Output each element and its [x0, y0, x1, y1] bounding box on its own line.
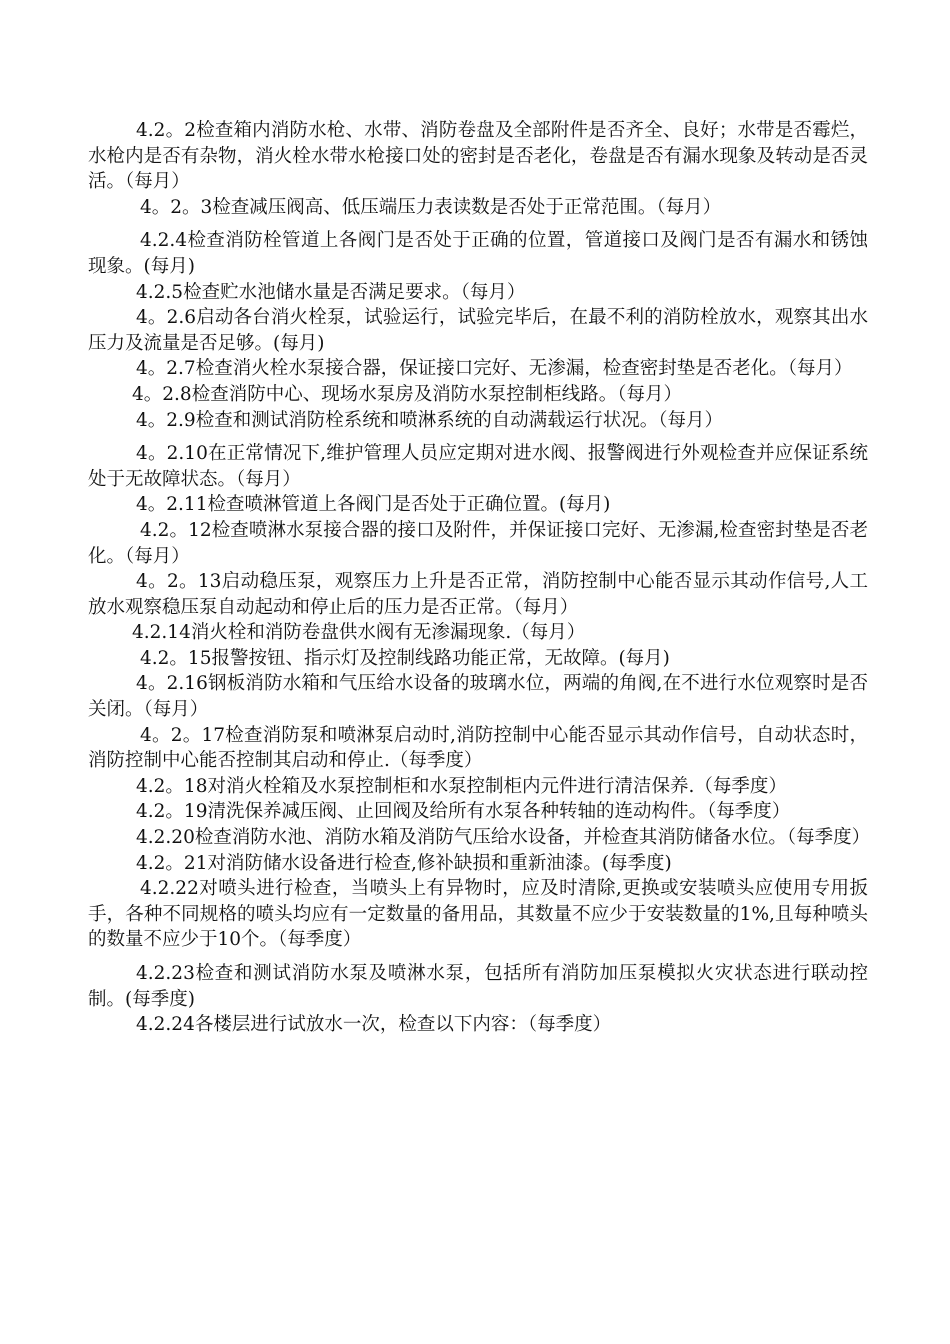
paragraph-4-2-3: 4。2。3检查减压阀高、低压端压力表读数是否处于正常范围。（每月）: [140, 196, 722, 218]
paragraph-4-2-12: 4.2。12检查喷淋水泵接合器的接口及附件，并保证接口完好、无渗漏,检查密封垫是否老化。（每月）: [88, 519, 868, 567]
paragraph-4-2-15: 4.2。15报警按钮、指示灯及控制线路功能正常，无故障。(每月): [140, 647, 670, 669]
paragraph-4-2-11: 4。2.11检查喷淋管道上各阀门是否处于正确位置。(每月): [136, 494, 611, 516]
paragraph-4-2-18: 4.2。18对消火栓箱及水泵控制柜和水泵控制柜内元件进行清洁保养.（每季度）: [136, 775, 787, 797]
paragraph-4-2-2: 4.2。2检查箱内消防水枪、水带、消防卷盘及全部附件是否齐全、良好；水带是否霉烂，水枪内是否有杂物，消火栓水带水枪接口处的密封是否老化，卷盘是否有漏水现象及转动是否灵活。（每月）: [88, 120, 868, 193]
paragraph-4-2-19: 4.2。19清洗保养减压阀、止回阀及给所有水泵各种转轴的连动构件。（每季度）: [136, 801, 791, 823]
document-page: [88, 118, 871, 1038]
paragraph-4-2-8: 4。2.8检查消防中心、现场水泵房及消防水泵控制柜线路。（每月）: [132, 383, 682, 405]
paragraph-4-2-21: 4.2。21对消防储水设备进行检查,修补缺损和重新油漆。(每季度): [136, 852, 672, 874]
paragraph-4-2-14: 4.2.14消火栓和消防卷盘供水阀有无渗漏现象.（每月）: [132, 622, 586, 644]
paragraph-4-2-20: 4.2.20检查消防水池、消防水箱及消防气压给水设备，并检查其消防储备水位。（每季度）: [136, 827, 871, 849]
paragraph-4-2-6: 4。2.6启动各台消火栓泵，试验运行，试验完毕后，在最不利的消防栓放水，观察其出水压力及流量是否足够。(每月): [88, 307, 868, 354]
paragraph-4-2-22: 4.2.22对喷头进行检查，当喷头上有异物时，应及时清除,更换或安装喷头应使用专用扳手，各种不同规格的喷头均应有一定数量的备用品，其数量不应少于安装数量的1%,且每种喷头的数量不应少于10个。（每季度）: [88, 878, 868, 951]
paragraph-4-2-24: 4.2.24各楼层进行试放水一次，检查以下内容：（每季度）: [136, 1014, 612, 1036]
paragraph-4-2-23: 4.2.23检查和测试消防水泵及喷淋水泵，包括所有消防加压泵模拟火灾状态进行联动控制。(每季度): [88, 963, 868, 1010]
paragraph-4-2-9: 4。2.9检查和测试消防栓系统和喷淋系统的自动满载运行状况。（每月）: [136, 409, 723, 431]
paragraph-4-2-16: 4。2.16钢板消防水箱和气压给水设备的玻璃水位，两端的角阀,在不进行水位观察时是否关闭。（每月）: [88, 673, 868, 721]
paragraph-4-2-17: 4。2。17检查消防泵和喷淋泵启动时,消防控制中心能否显示其动作信号，自动状态时，消防控制中心能否控制其启动和停止.（每季度）: [88, 724, 868, 772]
paragraph-4-2-7: 4。2.7检查消火栓水泵接合器，保证接口完好、无渗漏，检查密封垫是否老化。（每月）: [136, 358, 853, 380]
paragraph-4-2-4: 4.2.4检查消防栓管道上各阀门是否处于正确的位置，管道接口及阀门是否有漏水和锈蚀现象。(每月): [88, 230, 868, 277]
paragraph-4-2-13: 4。2。13启动稳压泵，观察压力上升是否正常，消防控制中心能否显示其动作信号,人工放水观察稳压泵自动起动和停止后的压力是否正常。（每月）: [88, 571, 868, 618]
paragraph-4-2-5: 4.2.5检查贮水池储水量是否满足要求。（每月）: [136, 281, 526, 303]
paragraph-4-2-10: 4。2.10在正常情况下,维护管理人员应定期对进水阀、报警阀进行外观检查并应保证系统处于无故障状态。（每月）: [88, 443, 868, 490]
